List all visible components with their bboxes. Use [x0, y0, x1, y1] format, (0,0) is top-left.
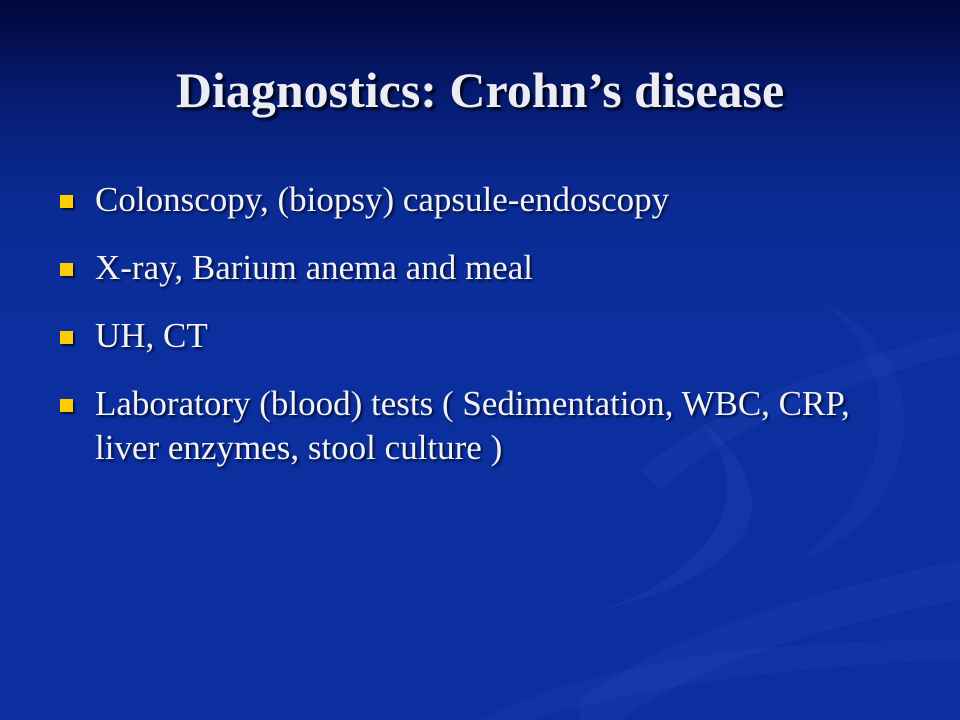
slide-title: Diagnostics: Crohn’s disease [175, 62, 785, 118]
bullet-text: UH, CT [95, 316, 208, 355]
bullet-item-colonoscopy [60, 178, 920, 222]
square-bullet-icon [60, 399, 73, 412]
bullet-text: X-ray, Barium anema and meal [95, 248, 533, 287]
bullet-item-uh-ct [60, 314, 920, 358]
bullet-text: Laboratory (blood) tests ( Sedimentation, WBC, CRP, liver enzymes, stool culture ) [95, 384, 850, 467]
bullet-item-laboratory [60, 382, 920, 470]
square-bullet-icon [60, 331, 73, 344]
bullet-list [60, 178, 920, 494]
square-bullet-icon [60, 263, 73, 276]
bullet-item-xray [60, 246, 920, 290]
square-bullet-icon [60, 195, 73, 208]
bullet-text: Colonscopy, (biopsy) capsule-endoscopy [95, 180, 670, 219]
